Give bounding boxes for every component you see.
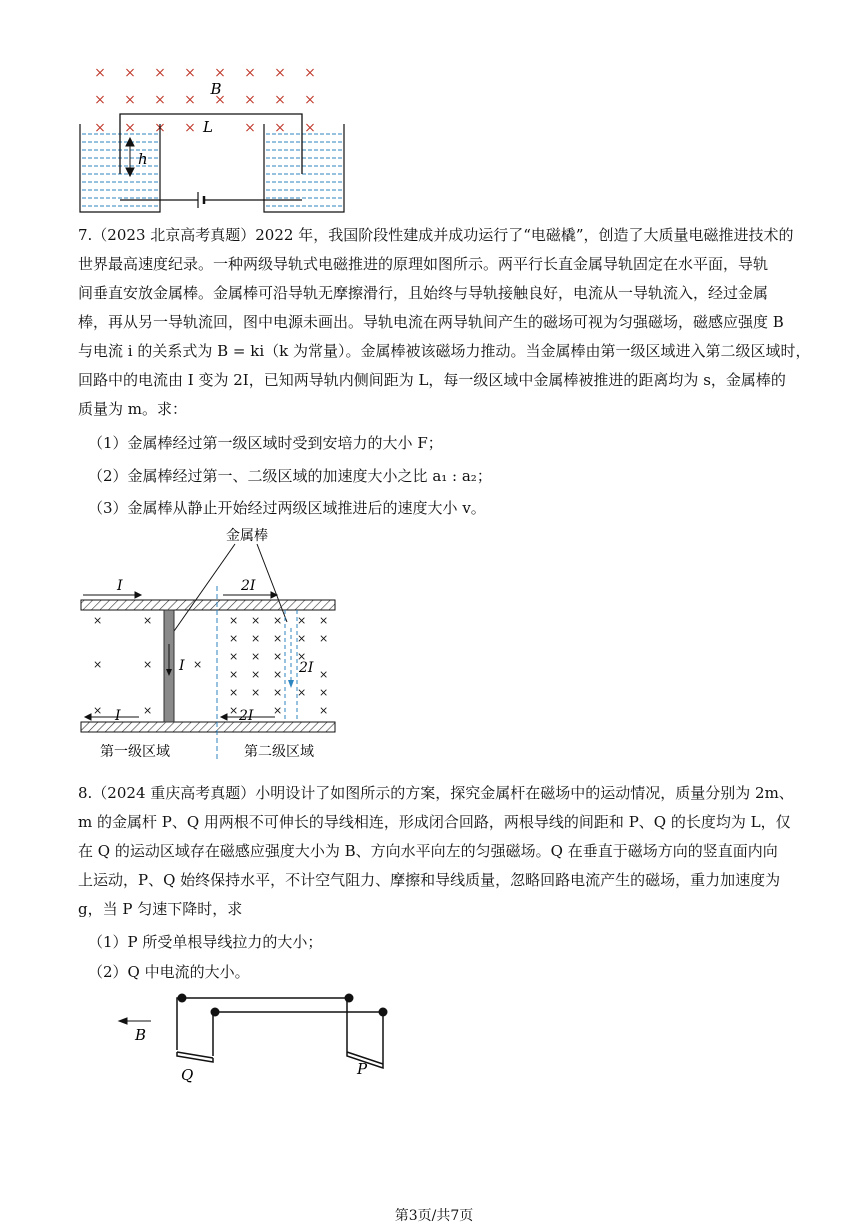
q7-line: 棒，再从另一导轨流回，图中电源未画出。导轨电流在两导轨间产生的磁场可视为匀强磁场，磁感应强度 B xyxy=(78,313,784,331)
label-field-B: B xyxy=(135,1026,147,1044)
svg-text:×: × xyxy=(304,120,316,136)
svg-text:×: × xyxy=(297,632,307,645)
label-region-1: 第一级区域 xyxy=(100,744,170,760)
label-Q: Q xyxy=(181,1066,194,1084)
figure-tanks-circuit xyxy=(70,58,360,218)
svg-text:×: × xyxy=(273,614,283,627)
q8-line: g，当 P 匀速下降时，求 xyxy=(78,900,243,918)
top-rail xyxy=(81,600,335,610)
svg-text:×: × xyxy=(273,632,283,645)
svg-text:×: × xyxy=(273,668,283,681)
svg-text:×: × xyxy=(229,650,239,663)
field-region-1 xyxy=(93,614,202,717)
svg-text:×: × xyxy=(94,120,106,136)
svg-text:×: × xyxy=(273,686,283,699)
svg-text:×: × xyxy=(94,92,106,108)
label-I-mid: I xyxy=(179,658,185,674)
label-I-top: I xyxy=(117,578,123,594)
outer-wire xyxy=(177,998,347,1052)
q7-line: 间垂直安放金属棒。金属棒可沿导轨无摩擦滑行，且始终与导轨接触良好，电流从一导轨流入，经过金属 xyxy=(78,284,769,302)
svg-text:×: × xyxy=(319,668,329,681)
label-h: h xyxy=(138,150,148,168)
svg-text:×: × xyxy=(143,658,153,671)
label-P: P xyxy=(357,1060,368,1078)
right-tank xyxy=(264,124,344,212)
svg-text:×: × xyxy=(184,120,196,136)
svg-text:×: × xyxy=(319,614,329,627)
page-footer: 第3页/共7页 xyxy=(394,1208,474,1224)
svg-text:×: × xyxy=(154,92,166,108)
svg-text:×: × xyxy=(319,632,329,645)
svg-text:×: × xyxy=(154,65,166,81)
figure-rail-launcher xyxy=(75,524,345,764)
q8-sub-2: （2）Q 中电流的大小。 xyxy=(88,963,250,981)
label-2I-top: 2I xyxy=(241,578,256,594)
svg-text:×: × xyxy=(251,668,261,681)
svg-text:×: × xyxy=(297,686,307,699)
q7-line: 质量为 m。求： xyxy=(78,400,187,418)
svg-text:×: × xyxy=(184,65,196,81)
label-L: L xyxy=(203,118,213,136)
label-2I-mid: 2I xyxy=(299,660,314,676)
svg-text:×: × xyxy=(124,120,136,136)
question-8 xyxy=(78,779,794,924)
depth-marker xyxy=(126,138,134,176)
svg-text:×: × xyxy=(319,704,329,717)
svg-text:×: × xyxy=(229,668,239,681)
svg-text:×: × xyxy=(229,704,239,717)
svg-text:×: × xyxy=(251,614,261,627)
svg-text:×: × xyxy=(93,658,103,671)
svg-text:×: × xyxy=(319,686,329,699)
svg-text:×: × xyxy=(273,704,283,717)
pulleys xyxy=(178,994,388,1017)
svg-text:×: × xyxy=(124,92,136,108)
label-I-bottom: I xyxy=(115,708,121,724)
svg-text:×: × xyxy=(251,632,261,645)
svg-text:×: × xyxy=(274,120,286,136)
svg-text:×: × xyxy=(124,65,136,81)
svg-text:×: × xyxy=(93,614,103,627)
svg-text:×: × xyxy=(93,704,103,717)
label-metal-bar: 金属棒 xyxy=(226,528,268,544)
svg-text:×: × xyxy=(94,65,106,81)
q7-sub-1: （1）金属棒经过第一级区域时受到安培力的大小 F； xyxy=(88,434,443,452)
svg-text:×: × xyxy=(214,65,226,81)
svg-text:×: × xyxy=(244,120,256,136)
field-cross-row-2 xyxy=(94,92,316,108)
q8-line: 在 Q 的运动区域存在磁感应强度大小为 B、方向水平向左的匀强磁场。Q 在垂直于磁场方向的竖直面内向 xyxy=(78,842,778,860)
svg-text:×: × xyxy=(214,92,226,108)
svg-text:×: × xyxy=(143,614,153,627)
svg-text:×: × xyxy=(251,686,261,699)
svg-text:×: × xyxy=(251,650,261,663)
svg-text:×: × xyxy=(297,650,307,663)
svg-text:×: × xyxy=(143,704,153,717)
q7-line: 世界最高速度纪录。一种两级导轨式电磁推进的原理如图所示。两平行长直金属导轨固定在水平面，导轨 xyxy=(78,255,769,273)
svg-text:×: × xyxy=(274,65,286,81)
field-arrow xyxy=(119,1018,151,1024)
water-lines xyxy=(82,134,342,206)
q7-line: 回路中的电流由 I 变为 2I，已知两导轨内侧间距为 L，每一级区域中金属棒被推进的距离均为 s，金属棒的 xyxy=(78,371,786,389)
q7-line: 与电流 i 的关系式为 B = ki（k 为常量）。金属棒被该磁场力推动。当金属棒由第一级区域进入第二级区域时， xyxy=(78,342,811,360)
svg-text:×: × xyxy=(154,120,166,136)
svg-text:×: × xyxy=(244,92,256,108)
q8-line: 8.（2024 重庆高考真题）小明设计了如图所示的方案，探究金属杆在磁场中的运动情况，质量分别为 2m、 xyxy=(78,784,794,802)
label-region-2: 第二级区域 xyxy=(244,744,314,760)
q8-sub-1: （1）P 所受单根导线拉力的大小； xyxy=(88,933,323,951)
svg-text:×: × xyxy=(273,650,283,663)
svg-text:×: × xyxy=(229,686,239,699)
svg-text:×: × xyxy=(229,614,239,627)
q8-line: m 的金属杆 P、Q 用两根不可伸长的导线相连，形成闭合回路，两根导线的间距和 P、Q 的长度均为 L，仅 xyxy=(78,813,791,831)
label-B: B xyxy=(210,80,222,98)
question-7 xyxy=(78,221,811,424)
svg-text:×: × xyxy=(184,92,196,108)
svg-text:×: × xyxy=(297,614,307,627)
q7-line: 7.（2023 北京高考真题）2022 年，我国阶段性建成并成功运行了“电磁橇”，创造了大质量电磁推进技术的 xyxy=(78,226,794,244)
figure-rods-pq xyxy=(115,988,405,1088)
q8-line: 上运动，P、Q 始终保持水平，不计空气阻力、摩擦和导线质量，忽略回路电流产生的磁场，重力加速度为 xyxy=(78,871,781,889)
q7-sub-2: （2）金属棒经过第一、二级区域的加速度大小之比 a₁ : a₂； xyxy=(88,467,492,485)
field-cross-row-1 xyxy=(94,65,316,81)
svg-text:×: × xyxy=(304,92,316,108)
svg-text:×: × xyxy=(304,65,316,81)
svg-text:×: × xyxy=(193,658,203,671)
svg-text:×: × xyxy=(244,65,256,81)
svg-text:×: × xyxy=(274,92,286,108)
label-2I-bottom: 2I xyxy=(239,708,254,724)
q7-sub-3: （3）金属棒从静止开始经过两级区域推进后的速度大小 v。 xyxy=(88,499,486,517)
svg-text:×: × xyxy=(229,632,239,645)
